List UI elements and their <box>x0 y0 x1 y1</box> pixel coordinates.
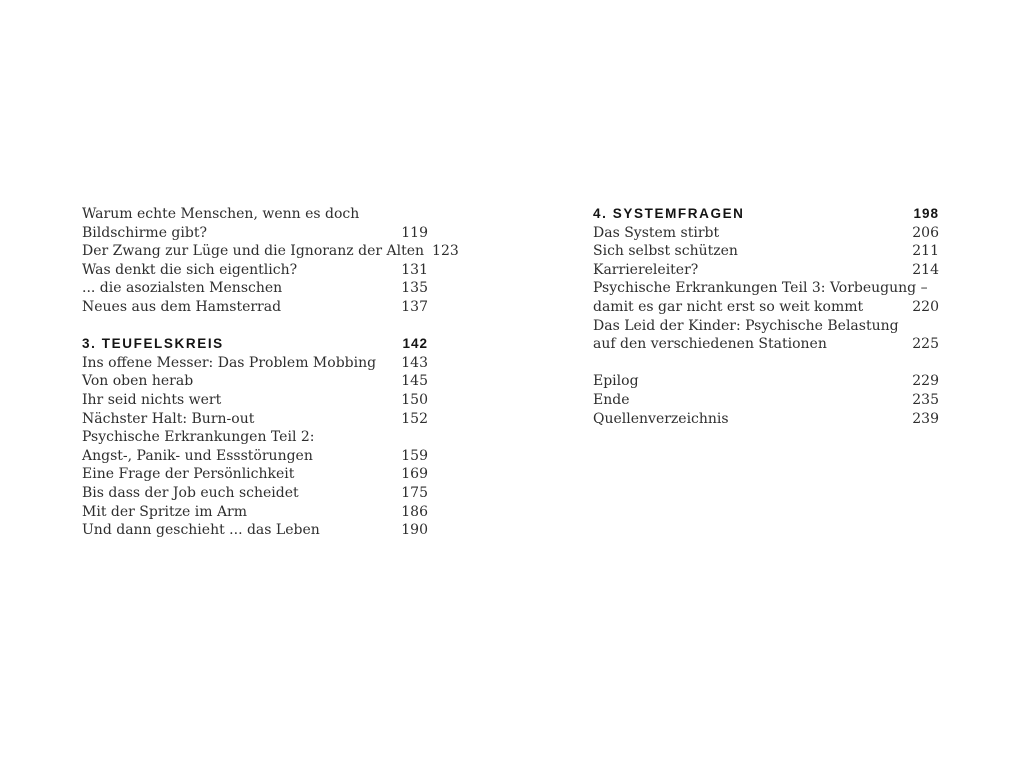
toc-page-number: 159 <box>401 447 428 464</box>
toc-page-number: 186 <box>401 503 428 520</box>
toc-page-number: 235 <box>912 391 939 408</box>
toc-page-number: 175 <box>401 484 428 501</box>
toc-entry-title: ... die asozialsten Menschen <box>82 280 283 297</box>
toc-page-number: 123 <box>432 243 459 260</box>
toc-section-title: 3. TEUFELSKREIS <box>82 336 224 352</box>
toc-entry-line <box>82 391 428 410</box>
toc-page-number: 145 <box>401 373 428 390</box>
toc-entry-title: Was denkt die sich eigentlich? <box>82 261 298 278</box>
toc-page-number: 152 <box>401 410 428 427</box>
toc-entry-title: Warum echte Menschen, wenn es doch <box>82 206 360 222</box>
toc-entry-line <box>82 484 428 503</box>
toc-spacer <box>593 354 939 373</box>
toc-entry-title: Ins offene Messer: Das Problem Mobbing <box>82 354 377 371</box>
toc-page-number: 131 <box>401 261 428 278</box>
toc-entry-title: Von oben herab <box>82 373 194 390</box>
toc-entry-line <box>593 391 939 410</box>
toc-entry-title: Ende <box>593 391 630 408</box>
toc-entry-line <box>82 428 428 447</box>
toc-entry-line <box>82 410 428 429</box>
toc-page-number: 142 <box>402 336 428 352</box>
toc-entry-title: auf den verschiedenen Stationen <box>593 336 827 353</box>
toc-column-left <box>82 205 459 540</box>
toc-page-number: 198 <box>913 206 939 221</box>
toc-entry-line <box>593 317 939 336</box>
toc-page-number: 229 <box>912 373 939 390</box>
toc-page-number: 214 <box>912 261 939 278</box>
toc-entry-title: Und dann geschieht ... das Leben <box>82 522 320 539</box>
toc-entry-title: Ihr seid nichts wert <box>82 391 222 408</box>
toc-entry-line <box>82 521 428 540</box>
toc-section-heading <box>593 205 939 224</box>
toc-entry-title: Psychische Erkrankungen Teil 2: <box>82 429 315 446</box>
toc-entry-title: Karriereleiter? <box>593 261 699 278</box>
toc-entry-title: Eine Frage der Persönlichkeit <box>82 466 295 483</box>
toc-entry-line <box>593 372 939 391</box>
toc-page-number: 220 <box>912 298 939 315</box>
toc-entry-title: Der Zwang zur Lüge und die Ignoranz der Alten <box>82 243 425 260</box>
toc-page-number: 137 <box>401 298 428 315</box>
toc-entry-line <box>82 372 428 391</box>
toc-page-number: 135 <box>401 280 428 297</box>
toc-page-number: 119 <box>401 224 428 241</box>
toc-entry-title: Psychische Erkrankungen Teil 3: Vorbeugung – <box>593 280 928 297</box>
toc-entry-line <box>593 261 939 280</box>
toc-entry-line <box>593 279 939 298</box>
toc-section-title: 4. SYSTEMFRAGEN <box>593 206 745 221</box>
toc-entry-title: Sich selbst schützen <box>593 243 738 260</box>
toc-page-number: 239 <box>912 410 939 427</box>
toc-entry-line <box>82 242 459 261</box>
toc-entry-title: Bis dass der Job euch scheidet <box>82 484 299 501</box>
toc-page-number: 150 <box>401 391 428 408</box>
toc-column-right <box>593 205 939 428</box>
toc-entry-line <box>82 447 428 466</box>
toc-entry-line <box>82 503 428 522</box>
toc-entry-title: Das System stirbt <box>593 224 720 241</box>
toc-entry-title: Epilog <box>593 373 639 390</box>
toc-entry-title: Das Leid der Kinder: Psychische Belastung <box>593 317 899 334</box>
toc-entry-line <box>593 335 939 354</box>
toc-entry-line <box>82 261 428 280</box>
toc-entry-line <box>593 298 939 317</box>
toc-entry-title: Angst-, Panik- und Essstörungen <box>82 447 313 464</box>
toc-entry-title: Mit der Spritze im Arm <box>82 503 248 520</box>
toc-section-heading <box>82 335 428 354</box>
toc-page-number: 169 <box>401 466 428 483</box>
toc-entry-line <box>82 205 428 224</box>
toc-entry-line <box>593 410 939 429</box>
toc-entry-line <box>82 354 428 373</box>
toc-entry-title: Bildschirme gibt? <box>82 224 207 241</box>
toc-page-number: 143 <box>401 354 428 371</box>
toc-entry-title: Neues aus dem Hamsterrad <box>82 298 282 315</box>
toc-entry-line <box>82 279 428 298</box>
toc-page-number: 211 <box>912 243 939 260</box>
toc-page-number: 190 <box>401 522 428 539</box>
toc-spacer <box>82 317 428 336</box>
toc-entry-line <box>82 224 428 243</box>
toc-entry-line <box>82 465 428 484</box>
toc-entry-title: damit es gar nicht erst so weit kommt <box>593 298 864 315</box>
toc-entry-line <box>593 242 939 261</box>
toc-entry-title: Nächster Halt: Burn-out <box>82 410 255 427</box>
toc-entry-title: Quellenverzeichnis <box>593 410 729 427</box>
toc-page-number: 225 <box>912 336 939 353</box>
toc-entry-line <box>593 224 939 243</box>
toc-page-number: 206 <box>912 224 939 241</box>
toc-entry-line <box>82 298 428 317</box>
